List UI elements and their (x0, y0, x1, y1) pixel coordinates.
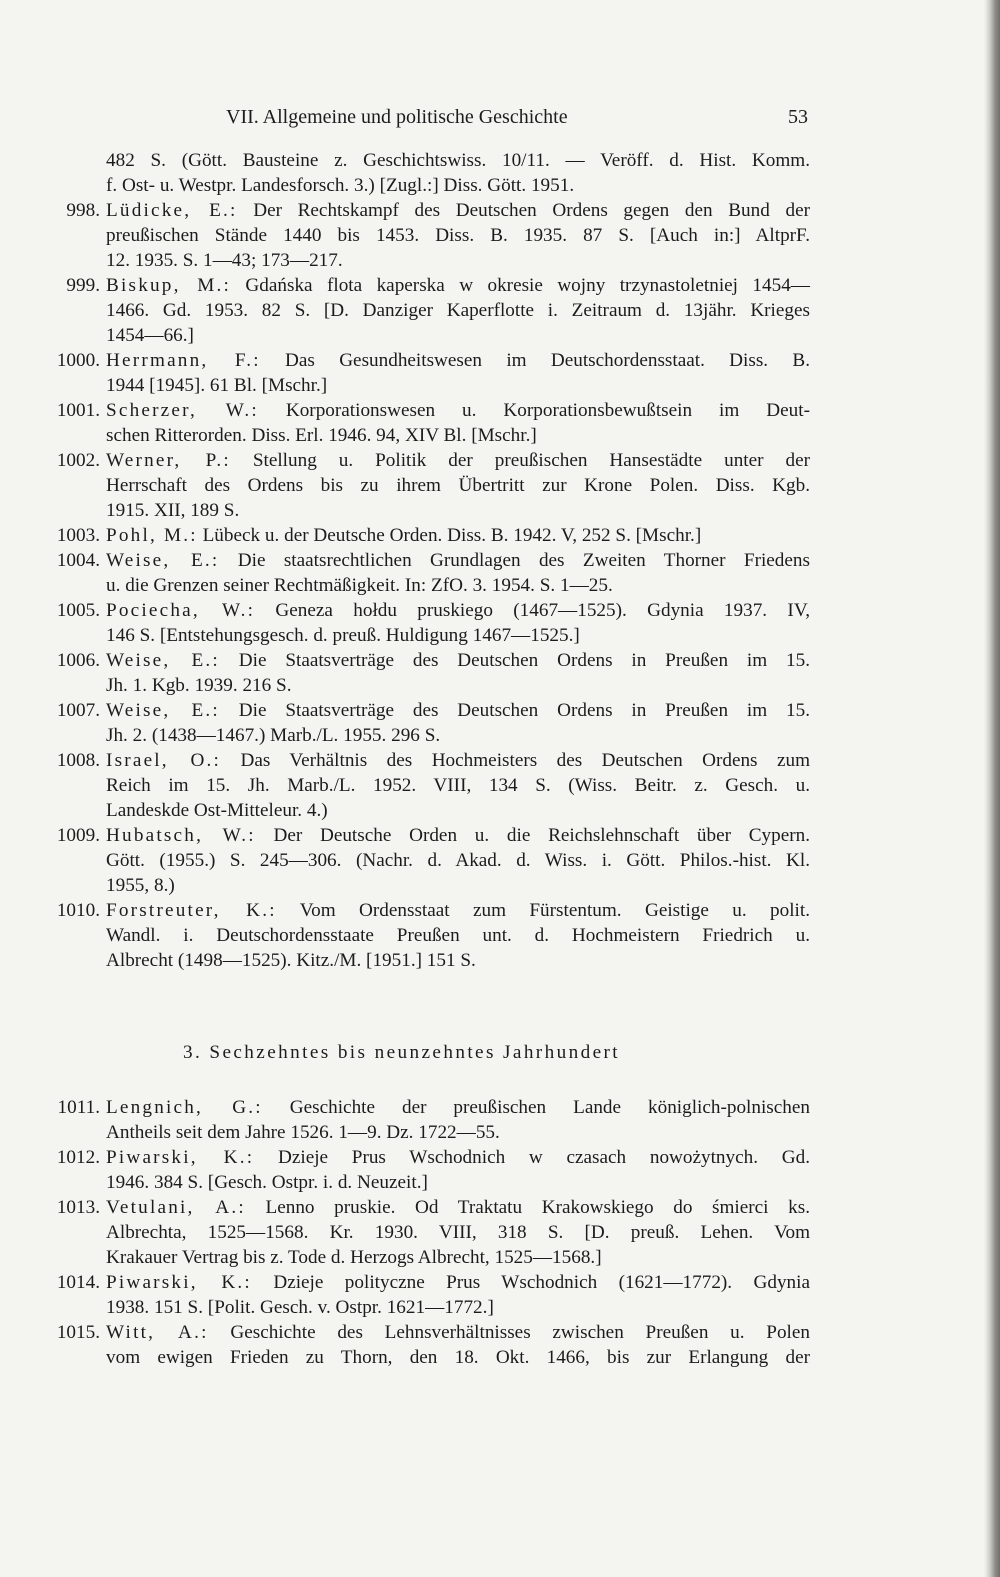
entry-line (106, 548, 810, 573)
entry-line: Reich im 15. Jh. Marb./L. 1952. VIII, 134 S. (Wiss. Beitr. z. Gesch. u. (106, 775, 810, 796)
entry-line (106, 1320, 810, 1345)
entry-text: Das Verhältnis des Hochmeisters des Deutschen Ordens zum (221, 750, 811, 771)
entry-line (106, 448, 810, 473)
entry-line (106, 1270, 810, 1295)
entry-line: Jh. 2. (1438—1467.) Marb./L. 1955. 296 S. (106, 725, 441, 746)
entry-text: Lübeck u. der Deutsche Orden. Diss. B. 1942. V, 252 S. [Mschr.] (197, 525, 702, 546)
bibliography-entry (0, 198, 1000, 273)
entry-line: vom ewigen Frieden zu Thorn, den 18. Okt. 1466, bis zur Erlangung der (106, 1347, 810, 1368)
entry-author: Pociecha, W.: (106, 600, 256, 621)
entry-line: Antheils seit dem Jahre 1526. 1—9. Dz. 1722—55. (106, 1122, 500, 1143)
bibliography-entry (0, 1320, 1000, 1370)
entry-text: Die Staatsverträge des Deutschen Ordens in Preußen im 15. (219, 700, 810, 721)
entry-line: Krakauer Vertrag bis z. Tode d. Herzogs Albrecht, 1525—1568.] (106, 1247, 602, 1268)
entry-author: Scherzer, W.: (106, 400, 259, 421)
entry-number: 1011. (57, 1097, 100, 1118)
bibliography-entry (0, 1145, 1000, 1195)
bibliography-entry (0, 448, 1000, 523)
entry-number: 1008. (56, 750, 100, 771)
entry-line (106, 598, 810, 623)
continued-entry (0, 148, 1000, 198)
entry-author: Vetulani, A.: (106, 1197, 246, 1218)
entry-line: 1466. Gd. 1953. 82 S. [D. Danziger Kaperflotte i. Zeitraum d. 13jähr. Krieges (106, 300, 810, 321)
entry-text: Das Gesundheitswesen im Deutschordensstaat. Diss. B. (260, 350, 810, 371)
entry-author: Piwarski, K.: (106, 1272, 252, 1293)
entry-text: Der Deutsche Orden u. die Reichslehnschaft über Cypern. (255, 825, 810, 846)
entry-line: 12. 1935. S. 1—43; 173—217. (106, 250, 343, 271)
bibliography-entry (0, 823, 1000, 898)
entry-author: Weise, E.: (106, 650, 220, 671)
entry-number: 1006. (56, 650, 100, 671)
entry-line: schen Ritterorden. Diss. Erl. 1946. 94, XIV Bl. [Mschr.] (106, 425, 537, 446)
entry-line: Jh. 1. Kgb. 1939. 216 S. (106, 675, 292, 696)
entry-line (106, 1195, 810, 1220)
entry-number: 1005. (56, 600, 100, 621)
entry-text: Dzieje polityczne Prus Wschodnich (1621—1772). Gdynia (251, 1272, 810, 1293)
bibliography-entry (0, 523, 1000, 548)
entry-text: Geschichte der preußischen Lande königlich-polnischen (262, 1097, 810, 1118)
bibliography-entry (0, 698, 1000, 748)
entry-author: Werner, P.: (106, 450, 231, 471)
entry-line (106, 198, 810, 223)
entry-line (106, 823, 810, 848)
entry-number: 1003. (56, 525, 100, 546)
entry-number: 1012. (56, 1147, 100, 1168)
section-heading: 3. Sechzehntes bis neunzehntes Jahrhundert (183, 1042, 621, 1063)
entry-line (106, 748, 810, 773)
bibliography-entry (0, 273, 1000, 348)
entry-line: 1454—66.] (106, 325, 194, 346)
bibliography-entry (0, 1095, 1000, 1145)
entry-author: Witt, A.: (106, 1322, 209, 1343)
entry-number: 1000. (56, 350, 100, 371)
entry-author: Biskup, M.: (106, 275, 231, 296)
entry-line: 1955, 8.) (106, 875, 175, 896)
entry-line (106, 898, 810, 923)
entry-author: Forstreuter, K.: (106, 900, 277, 921)
entry-text: Die Staatsverträge des Deutschen Ordens in Preußen im 15. (219, 650, 810, 671)
entry-line (106, 398, 810, 423)
entry-line (106, 523, 810, 548)
scan-edge-shadow (984, 0, 1000, 1577)
entry-text: Gdańska flota kaperska w okresie wojny trzynastoletniej 1454— (231, 275, 810, 296)
entry-number: 1015. (56, 1322, 100, 1343)
entry-number: 998. (66, 200, 100, 221)
entry-line: Landeskde Ost-Mitteleur. 4.) (106, 800, 328, 821)
entry-number: 1004. (56, 550, 100, 571)
entry-text: Korporationswesen u. Korporationsbewußtsein im Deut- (258, 400, 810, 421)
entry-line: Herrschaft des Ordens bis zu ihrem Übertritt zur Krone Polen. Diss. Kgb. (106, 475, 810, 496)
entry-line: 1946. 384 S. [Gesch. Ostpr. i. d. Neuzeit.] (106, 1172, 428, 1193)
entry-number: 1007. (56, 700, 100, 721)
entry-author: Lengnich, G.: (106, 1097, 263, 1118)
bibliography-list-section-3 (0, 1095, 1000, 1370)
entry-text: Stellung u. Politik der preußischen Hansestädte unter der (230, 450, 810, 471)
entry-line: 146 S. [Entstehungsgesch. d. preuß. Huldigung 1467—1525.] (106, 625, 580, 646)
entry-line (106, 1095, 810, 1120)
entry-line: f. Ost- u. Westpr. Landesforsch. 3.) [Zugl.:] Diss. Gött. 1951. (106, 175, 575, 196)
bibliography-entry (0, 598, 1000, 648)
entry-line: preußischen Stände 1440 bis 1453. Diss. B. 1935. 87 S. [Auch in:] AltprF. (106, 225, 810, 246)
bibliography-entry (0, 348, 1000, 398)
entry-author: Piwarski, K.: (106, 1147, 255, 1168)
entry-line: Wandl. i. Deutschordensstaate Preußen unt. d. Hochmeistern Friedrich u. (106, 925, 810, 946)
entry-author: Pohl, M.: (106, 525, 198, 546)
entry-number: 1009. (56, 825, 100, 846)
entry-line: 1938. 151 S. [Polit. Gesch. v. Ostpr. 1621—1772.] (106, 1297, 494, 1318)
bibliography-entry (0, 1195, 1000, 1270)
entry-number: 1002. (56, 450, 100, 471)
entry-number: 1013. (56, 1197, 100, 1218)
entry-line (106, 698, 810, 723)
running-header (226, 103, 808, 131)
entry-text: Geneza hołdu pruskiego (1467—1525). Gdynia 1937. IV, (255, 600, 810, 621)
entry-line (106, 348, 810, 373)
entry-text: Vom Ordensstaat zum Fürstentum. Geistige u. polit. (276, 900, 810, 921)
entry-line (106, 648, 810, 673)
entry-line: Gött. (1955.) S. 245—306. (Nachr. d. Akad. d. Wiss. i. Gött. Philos.-hist. Kl. (106, 850, 810, 871)
entry-text: Geschichte des Lehnsverhältnisses zwischen Preußen u. Polen (208, 1322, 811, 1343)
entry-number: 1001. (56, 400, 100, 421)
entry-text: Der Rechtskampf des Deutschen Ordens gegen den Bund der (237, 200, 810, 221)
entry-line (106, 1145, 810, 1170)
entry-number: 1014. (56, 1272, 100, 1293)
entry-text: Die staatsrechtlichen Grundlagen des Zweiten Thorner Friedens (219, 550, 810, 571)
bibliography-entry (0, 1270, 1000, 1320)
entry-author: Israel, O.: (106, 750, 222, 771)
entry-line: u. die Grenzen seiner Rechtmäßigkeit. In: ZfO. 3. 1954. S. 1—25. (106, 575, 613, 596)
bibliography-entry (0, 398, 1000, 448)
bibliography-entry (0, 648, 1000, 698)
entry-author: Weise, E.: (106, 700, 220, 721)
entry-line: Albrechta, 1525—1568. Kr. 1930. VIII, 318 S. [D. preuß. Lehen. Vom (106, 1222, 810, 1243)
entry-author: Herrmann, F.: (106, 350, 261, 371)
entry-author: Lüdicke, E.: (106, 200, 238, 221)
entry-text: Dzieje Prus Wschodnich w czasach nowożytnych. Gd. (254, 1147, 810, 1168)
bibliography-entry (0, 548, 1000, 598)
entry-author: Hubatsch, W.: (106, 825, 256, 846)
entry-number: 1010. (56, 900, 100, 921)
entry-line (106, 273, 810, 298)
bibliography-entry (0, 898, 1000, 973)
entry-line: 1915. XII, 189 S. (106, 500, 240, 521)
entry-number: 999. (66, 275, 100, 296)
entry-line: 482 S. (Gött. Bausteine z. Geschichtswiss. 10/11. — Veröff. d. Hist. Komm. (106, 150, 810, 171)
chapter-title: VII. Allgemeine und politische Geschichte (226, 106, 568, 128)
entry-author: Weise, E.: (106, 550, 220, 571)
entry-line: 1944 [1945]. 61 Bl. [Mschr.] (106, 375, 328, 396)
entry-line: Albrecht (1498—1525). Kitz./M. [1951.] 151 S. (106, 950, 476, 971)
bibliography-entry (0, 748, 1000, 823)
entry-text: Lenno pruskie. Od Traktatu Krakowskiego do śmierci ks. (245, 1197, 810, 1218)
page-number: 53 (788, 106, 808, 128)
bibliography-list (0, 148, 1000, 973)
